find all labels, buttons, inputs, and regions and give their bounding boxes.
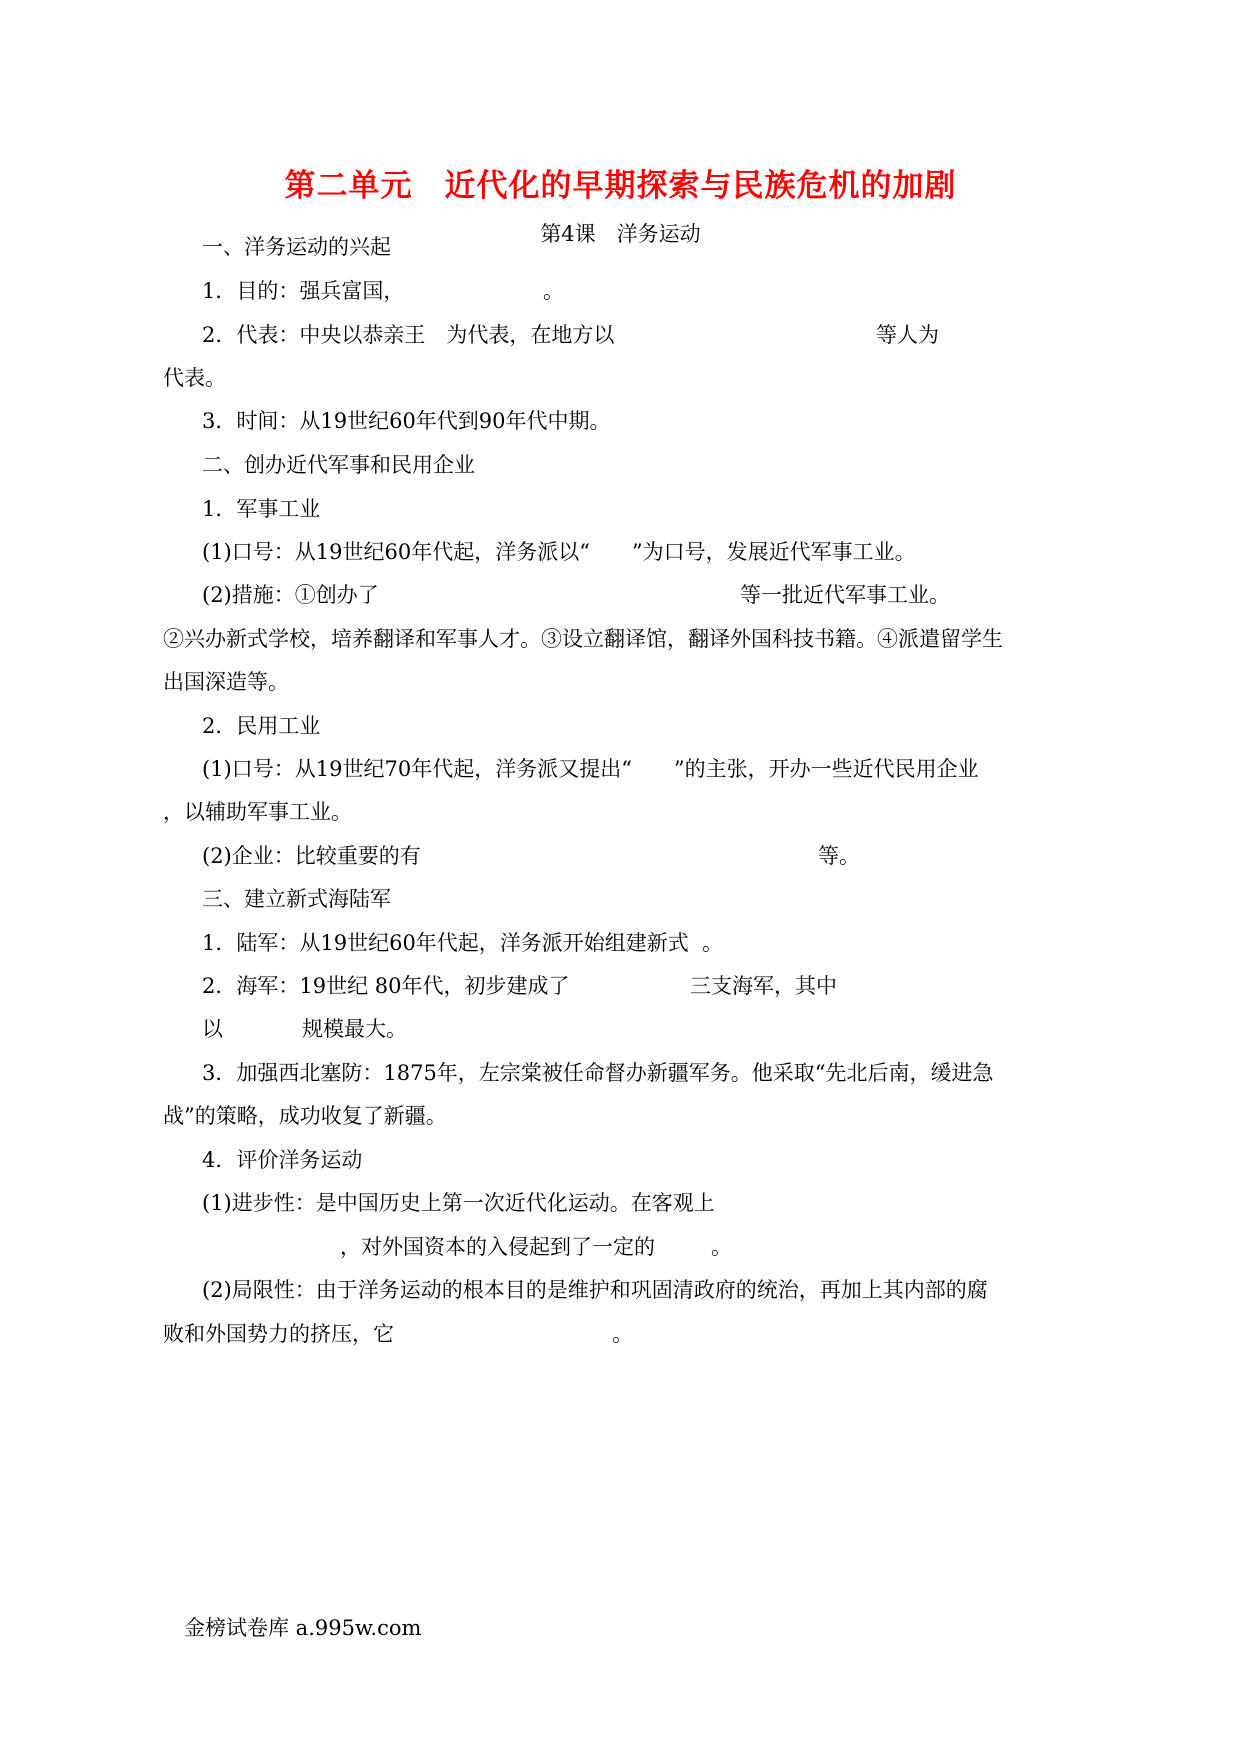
text-line: 3．时间：从19世纪60年代到90年代中期。: [202, 409, 611, 433]
subsection-heading: 2．民用工业: [202, 714, 321, 738]
section-heading-1: 一、洋务运动的兴起: [202, 235, 391, 259]
text-line: (1)进步性：是中国历史上第一次近代化运动。在客观上: [202, 1191, 715, 1215]
text-line: ②兴办新式学校，培养翻译和军事人才。③设立翻译馆，翻译外国科技书籍。④派遣留学生: [163, 627, 1003, 651]
text-line: ，对外国资本的入侵起到了一定的: [340, 1235, 655, 1259]
text-line: 等人为: [876, 323, 939, 347]
text-line: ，以辅助军事工业。: [163, 800, 352, 824]
text-line: (2)局限性：由于洋务运动的根本目的是维护和巩固清政府的统治，再加上其内部的腐: [202, 1278, 988, 1302]
text-line: 规模最大。: [302, 1017, 407, 1041]
text-line: (2)措施：①创办了: [202, 583, 379, 607]
text-line: 。: [543, 279, 564, 303]
text-line: 3．加强西北塞防：1875年，左宗棠被任命督办新疆军务。他采取“先北后南，缓进急: [202, 1061, 994, 1085]
text-line: 代表。: [163, 366, 226, 390]
subsection-heading: 1．军事工业: [202, 497, 321, 521]
text-line: 。: [612, 1322, 633, 1346]
text-line: 战”的策略，成功收复了新疆。: [163, 1104, 447, 1128]
text-line: 等一批近代军事工业。: [740, 583, 950, 607]
text-line: (1)口号：从19世纪70年代起，洋务派又提出“ ”的主张，开办一些近代民用企业: [202, 757, 979, 781]
section-heading-2: 二、创办近代军事和民用企业: [202, 453, 475, 477]
text-line: 出国深造等。: [163, 670, 289, 694]
text-line: 败和外国势力的挤压，它: [163, 1322, 394, 1346]
text-line: 等。: [818, 844, 860, 868]
text-line: 三支海军，其中: [690, 974, 837, 998]
text-line: (1)口号：从19世纪60年代起，洋务派以“ ”为口号，发展近代军事工业。: [202, 540, 916, 564]
text-line: 。: [711, 1235, 732, 1259]
subsection-heading: 4．评价洋务运动: [202, 1148, 363, 1172]
text-line: 以: [202, 1017, 223, 1041]
lesson-title: 第4课 洋务运动: [540, 222, 701, 246]
unit-title: 第二单元 近代化的早期探索与民族危机的加剧: [284, 168, 957, 204]
text-line: 2．海军：19世纪 80年代，初步建成了: [202, 974, 570, 998]
text-line: 2．代表：中央以恭亲王 为代表，在地方以: [202, 323, 615, 347]
text-line: (2)企业：比较重要的有: [202, 844, 421, 868]
text-line: 。: [702, 931, 723, 955]
section-heading-3: 三、建立新式海陆军: [202, 887, 391, 911]
text-line: 1．陆军：从19世纪60年代起，洋务派开始组建新式: [202, 931, 689, 955]
text-line: 1．目的：强兵富国，: [202, 279, 405, 303]
footer-source: 金榜试卷库 a.995w.com: [184, 1616, 422, 1640]
